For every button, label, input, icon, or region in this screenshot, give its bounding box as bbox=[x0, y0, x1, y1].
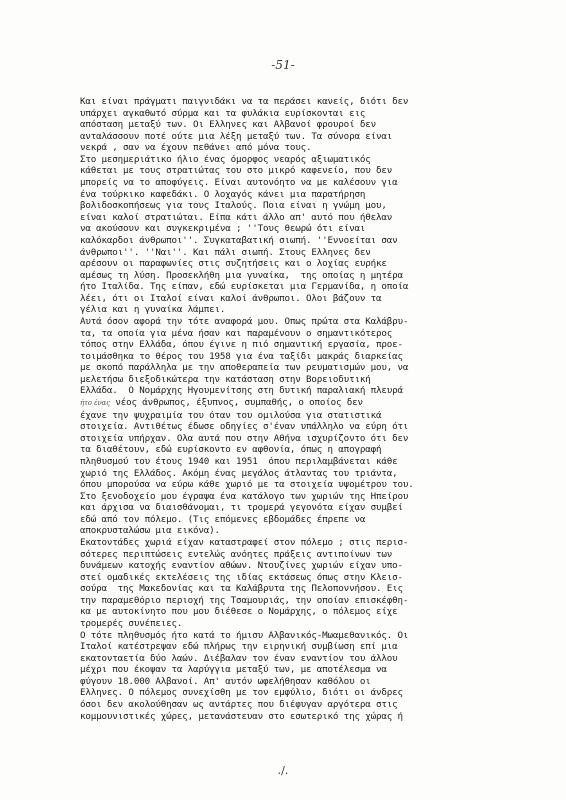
text-line: πληθυσμού του έτους 1940 και 1951 όπου περιλαμβάνεται κάθε bbox=[80, 455, 398, 467]
text-line: όπου μπορούσα να εύρω κάθε χωριό με τα στοιχεία υψομέτρου του. bbox=[80, 479, 414, 491]
text-line: με σκοπό παράλληλα με την αποθεραπεία των ρευματισμών μου, να bbox=[80, 362, 409, 374]
text-line: Αυτά όσον αφορά την τότε αναφορά μου. Οπως πρώτα στα Καλάβρυ- bbox=[80, 315, 409, 327]
text-line: Ο τότε πληθυσμός ήτο κατά το ήμισυ Αλβανικός-Μωαμεθανικός. Οι bbox=[80, 629, 409, 641]
text-line: σούρα της Μακεδονίας και τα Καλάβρυτα της Πελοποννήσου. Εις bbox=[80, 583, 403, 595]
text-line-rest: νέος άνθρωπος, έξυπνος, συμπαθής, ο οποίος δεν bbox=[115, 397, 363, 409]
text-line: την παραμεθόριο περιοχή της Τσαμουριάς, την οποίαν επισκέφθη- bbox=[80, 594, 409, 606]
text-line: αποκρυσταλώσω μια εικόνα). bbox=[80, 525, 220, 537]
text-line: να ακούσουν και συγκεκριμένα ; ''Τους θεωρώ ότι είναι bbox=[80, 223, 366, 235]
text-line: ήτο Ιταλίδα. Της είπαν, εδώ ευρίσκεται μια Γερμανίδα, η οποία bbox=[80, 281, 409, 293]
text-line: καλόκαρδοι άνθρωποι''. Συγκαταβατική σιωπή. ''Εννοείται σαν bbox=[80, 234, 398, 246]
text-line: κα με αυτοκίνητο που μου διέθεσε ο Νομάρχης, ο πόλεμος είχε bbox=[80, 606, 398, 618]
text-line: σότερες περιπτώσεις εντελώς ανόητες πράξεις αντιποίνων των bbox=[80, 548, 393, 560]
text-line: κομμουνιστικές χώρες, μετανάστευαν στο εσωτερικό της χώρας ή bbox=[80, 710, 403, 722]
text-line: νεκρά , σαν να έχουν πεθάνει από μόνα τους. bbox=[80, 142, 312, 154]
text-line: Ιταλοί κατέστρεψαν εδώ πλήρως την ειρηνική συμβίωση επί μια bbox=[80, 641, 398, 653]
text-line: είναι καλοί στρατιώται. Είπα κάτι άλλο απ' αυτό που ήθελαν bbox=[80, 211, 393, 223]
text-line: δυνάμεων κατοχής εναντίον αθώων. Ντουζίνες χωριών είχαν υπο- bbox=[80, 560, 403, 572]
text-line: εδώ από τον πόλεμο. (Τις επόμενες εβδομάδες έπρεπε να bbox=[80, 513, 366, 525]
text-line: μελετήσω διεξοδικώτερα την κατάσταση στην Βορειοδυτική bbox=[80, 373, 371, 385]
text-line: λέει, ότι οι Ιταλοί είναι καλοί άνθρωποι. Ολοι βάζουν τα bbox=[80, 292, 382, 304]
text-line: και άρχισα να διαισθάνομαι, τι τρομερά γεγονότα είχαν συμβεί bbox=[80, 502, 403, 514]
text-line: αρέσουν οι παραφωνίες στις συζητήσεις και ο λοχίας ευρήκε bbox=[80, 258, 387, 270]
text-line: ανταλάσσουν ποτέ ούτε μια λέξη μεταξύ των. Τα σύνορα είναι bbox=[80, 130, 393, 142]
text-line: απόσταση μεταξύ των. Οι Ελληνες και Αλβανοί φρουροί δεν bbox=[80, 119, 376, 131]
text-line: μέχρι που έκοψαν τα λαρύγγια μεταξύ των, με αποτέλεσμα να bbox=[80, 664, 387, 676]
text-line: εκατονταετία δύο λαών. Διέβαλαν τον έναν εναντίον του άλλου bbox=[80, 652, 398, 664]
text-line-with-insert bbox=[80, 397, 510, 410]
text-line: ένα τούρκικο καφεδάκι. Ο λοχαγός κάνει μια παρατήρηση bbox=[80, 188, 366, 200]
text-line: Στο ξενοδοχείο μου έγραψα ένα κατάλογο των χωριών της Ηπείρου bbox=[80, 490, 409, 502]
text-line: Και είναι πράγματι παιγνιδάκι να τα περάσει κανείς, διότι δεν bbox=[80, 96, 409, 107]
text-line: χωριό της Ελλάδος. Ακόμη ένας μεγάλος άτλαντας του τριάντα, bbox=[80, 467, 398, 479]
text-line: τρομερές συνέπειες. bbox=[80, 618, 183, 630]
text-line: γέλια και η γυναίκα λάμπει. bbox=[80, 304, 226, 316]
text-line: όσοι δεν ακολούθησαν ως αντάρτες που διέφυγαν αργότερα στις bbox=[80, 699, 398, 711]
text-line: μπορείς να το αποφύγεις. Είναι αυτονόητο να με καλέσουν για bbox=[80, 177, 398, 189]
footer-mark: ./. bbox=[277, 764, 289, 777]
text-line: Στο μεσημεριάτικο ήλιο ένας όμορφος νεαρός αξιωματικός bbox=[80, 153, 371, 165]
text-line: Ελλάδα. Ο Νομάρχης Ηγουμενίτσης στη δυτική παραλιακή πλευρά bbox=[80, 385, 403, 397]
text-line: υπάρχει αγκαθωτό σύρμα και τα φυλάκια ευρίσκονται εις bbox=[80, 107, 366, 119]
text-line: τοιμάσθηκα το θέρος του 1958 για ένα ταξίδι μακράς διαρκείας bbox=[80, 350, 403, 362]
text-line: στοιχεία υπήρχαν. Ολα αυτά που στην Αθήνα ισχυρίζοντο ότι δεν bbox=[80, 432, 409, 444]
body-text bbox=[80, 96, 510, 722]
text-line: τα, τα οποία για μένα ήσαν και παραμένουν ο σημαντικότερος bbox=[80, 327, 393, 339]
text-line: έχανε την ψυχραιμία του όταν του ομιλούσα για στατιστικά bbox=[80, 409, 382, 421]
text-line: Ελληνες. Ο πόλεμος συνεχίσθη με τον εμφύλιο, διότι οι άνδρες bbox=[80, 687, 403, 699]
text-line: κάθεται με τους στρατιώτας του στο μικρό καφενείο, που δεν bbox=[80, 165, 393, 177]
text-line: στοιχεία. Αντιθέτως έδωσε οδηγίες σ'έναν υπάλληλο να εύρη ότι bbox=[80, 421, 409, 433]
handwritten-insert: ήτο ένας bbox=[80, 399, 110, 408]
text-line: βολιδοσκοπήσεως για τους Ιταλούς. Ποια είναι η γνώμη μου, bbox=[80, 200, 387, 212]
text-line: φύγουν 18.000 Αλβανοί. Απ' αυτόν ωφελήθησαν καθόλου οι bbox=[80, 675, 371, 687]
text-line: στεί ομαδικές εκτελέσεις της ιδίας εκτάσεως όπως στην Κλεισ- bbox=[80, 571, 403, 583]
text-line: άνθρωποι''. ''Ναι''. Και πάλι σιωπή. Στους Ελληνες δεν bbox=[80, 246, 371, 258]
page-number: -51- bbox=[271, 58, 295, 72]
text-line: Εκατοντάδες χωριά είχαν καταστραφεί στον πόλεμο ; στις περισ- bbox=[80, 536, 409, 548]
text-line: τα διαθέτουν, εδώ ευρίσκοντο εν αφθονία, όπως η απογραφή bbox=[80, 444, 382, 456]
text-line: αμέσως τη λύση. Προσεκλήθη μια γυναίκα, της οποίας η μητέρα bbox=[80, 269, 403, 281]
text-line: τόπος στην Ελλάδα, όπου έγινε η πιό σημαντική εργασία, προε- bbox=[80, 339, 403, 351]
